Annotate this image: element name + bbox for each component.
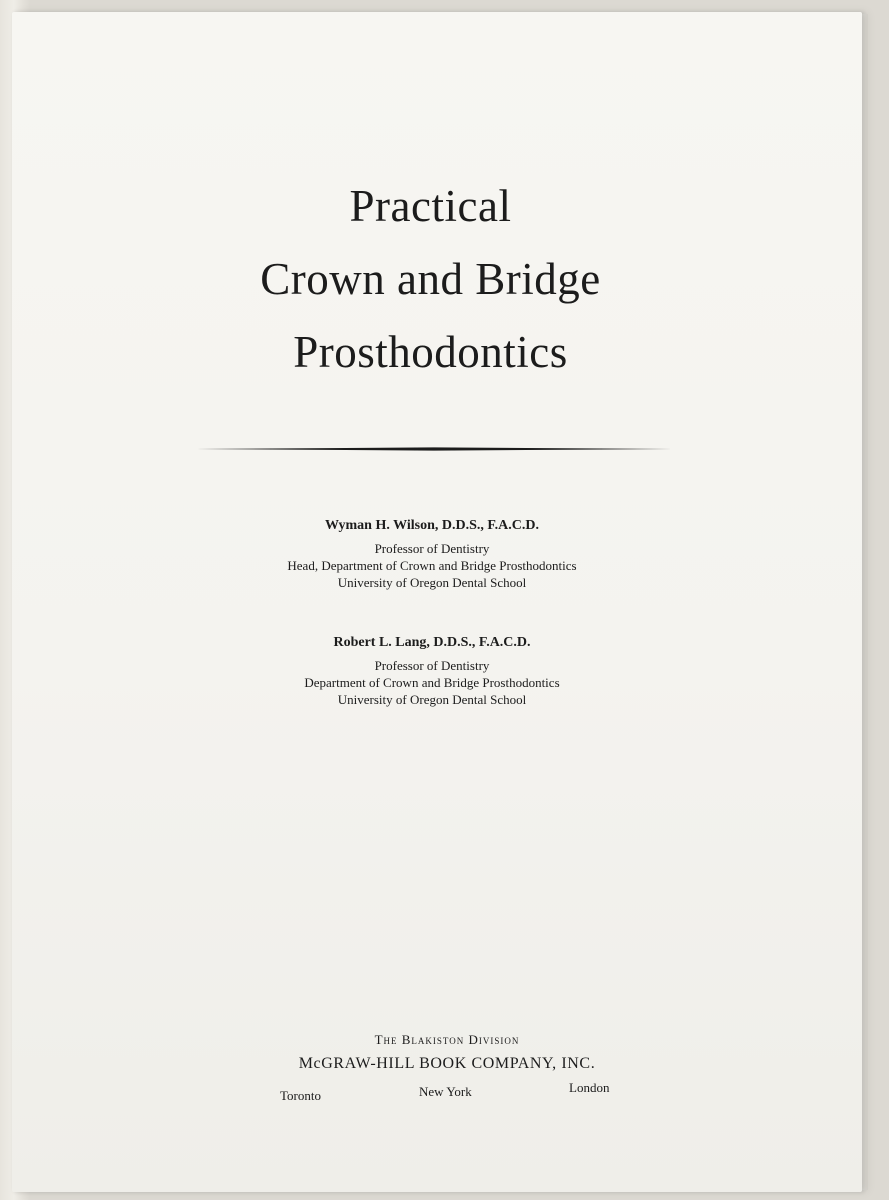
page-edge bbox=[862, 14, 868, 1190]
city-london: London bbox=[569, 1080, 610, 1095]
city-toronto: Toronto bbox=[280, 1088, 321, 1103]
author-1-name: Wyman H. Wilson, D.D.S., F.A.C.D. bbox=[325, 518, 539, 533]
author-2-name: Robert L. Lang, D.D.S., F.A.C.D. bbox=[333, 635, 531, 650]
author-2-affiliation-2: Department of Crown and Bridge Prosthodontics bbox=[304, 675, 560, 690]
title-page bbox=[12, 12, 862, 1192]
author-2-affiliation-1: Professor of Dentistry bbox=[374, 658, 490, 673]
book-title bbox=[12, 170, 849, 389]
title-line-3: Prosthodontics bbox=[293, 327, 568, 377]
author-1-affiliation-1: Professor of Dentistry bbox=[374, 541, 490, 556]
title-line-2: Crown and Bridge bbox=[260, 254, 601, 304]
title-rule bbox=[196, 446, 672, 452]
publisher-company: McGRAW-HILL BOOK COMPANY, INC. bbox=[298, 1055, 596, 1072]
author-2-affiliation-3: University of Oregon Dental School bbox=[337, 692, 527, 707]
publisher-division: The Blakiston Division bbox=[374, 1032, 520, 1047]
author-1-affiliation-2: Head, Department of Crown and Bridge Prosthodontics bbox=[287, 558, 577, 573]
author-1-affiliation-3: University of Oregon Dental School bbox=[337, 575, 527, 590]
city-new-york: New York bbox=[419, 1084, 472, 1099]
author-1 bbox=[7, 516, 857, 591]
author-2 bbox=[7, 633, 857, 708]
publisher-block bbox=[12, 1030, 882, 1078]
title-line-1: Practical bbox=[349, 181, 512, 231]
